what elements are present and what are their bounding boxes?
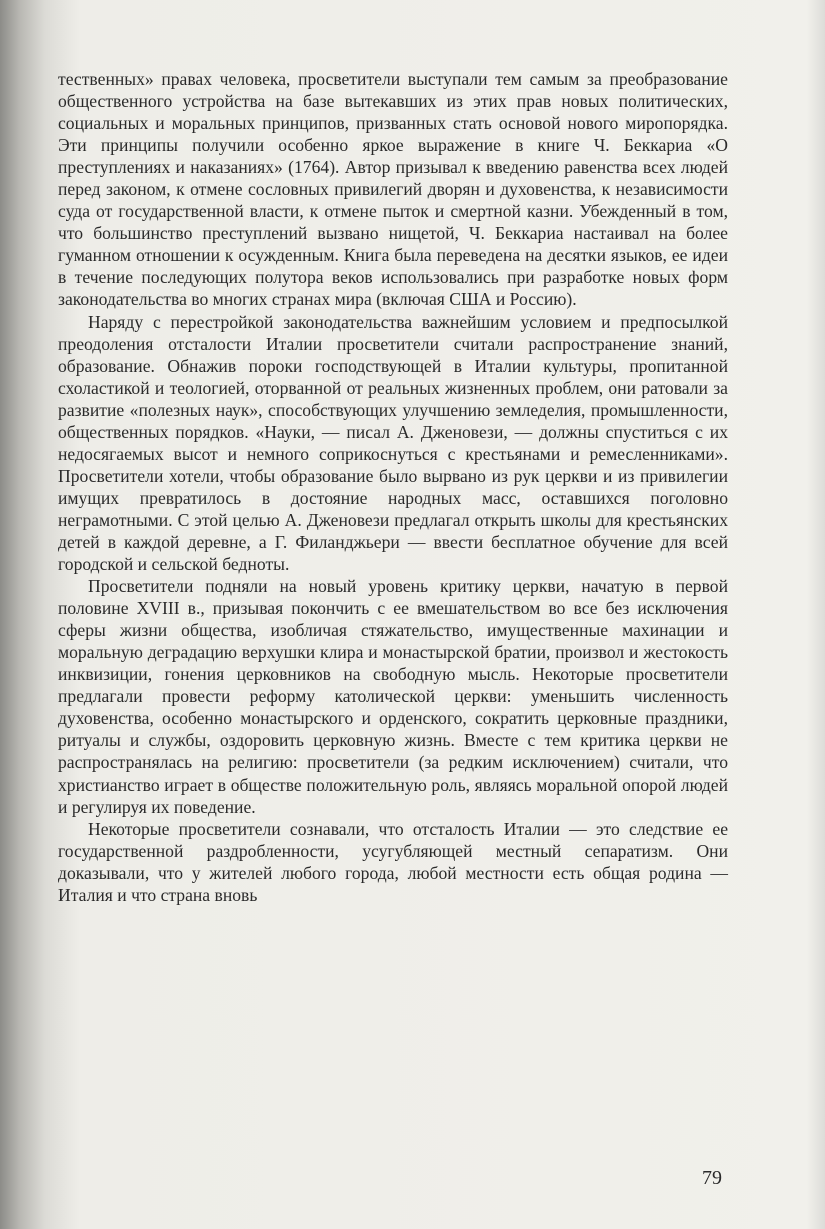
paragraph-3: Просветители подняли на новый уровень критику церкви, начатую в первой половине XVIII в., призывая покончить с ее вмешательством во все без исключения сферы жизни общества, изобличая стяжательство, имущественные махинации и моральную деградацию верхушки клира и монастырской братии, произвол и жестокость инквизиции, гонения церковников на свободную мысль. Некоторые просветители предлагали провести реформу католической церкви: уменьшить численность духовенства, особенно монастырского и орденского, сократить церковные праздники, ритуалы и службы, оздоровить церковную жизнь. Вместе с тем критика церкви не распространялась на религию: просветители (за редким исключением) считали, что христианство играет в обществе положительную роль, являясь моральной опорой людей и регулируя их поведение. — [58, 576, 728, 817]
paragraph-1: тественных» правах человека, просветители выступали тем самым за преобразование общественного устройства на базе вытекавших из этих прав новых политических, социальных и моральных принципов, призванных стать основой нового миропорядка. Эти принципы получили особенно яркое выражение в книге Ч. Беккариа «О преступлениях и наказаниях» (1764). Автор призывал к введению равенства всех людей перед законом, к отмене сословных привилегий дворян и духовенства, к независимости суда от государственной власти, к отмене пыток и смертной казни. Убежденный в том, что большинство преступлений вызвано нищетой, Ч. Беккариа настаивал на более гуманном отношении к осужденным. Книга была переведена на десятки языков, ее идеи в течение последующих полутора веков использовались при разработке новых форм законодательства во многих странах мира (включая США и Россию). — [58, 69, 728, 310]
page-edge-shadow — [807, 0, 825, 1229]
body-text — [58, 68, 728, 906]
paragraph-4: Некоторые просветители сознавали, что отсталость Италии — это следствие ее государственной раздробленности, усугубляющей местный сепаратизм. Они доказывали, что у жителей любого города, любой местности есть общая родина — Италия и что страна вновь — [58, 818, 728, 905]
paragraph-2: Наряду с перестройкой законодательства важнейшим условием и предпосылкой преодоления отсталости Италии просветители считали распространение знаний, образование. Обнажив пороки господствующей в Италии культуры, пропитанной схоластикой и теологией, оторванной от реальных жизненных проблем, они ратовали за развитие «полезных наук», способствующих улучшению земледелия, промышленности, общественных порядков. «Науки, — писал А. Дженовези, — должны спуститься с их недосягаемых высот и немного соприкоснуться с крестьянами и ремесленниками». Просветители хотели, чтобы образование было вырвано из рук церкви и из привилегии имущих превратилось в достояние народных масс, оставшихся поголовно неграмотными. С этой целью А. Дженовези предлагал открыть школы для крестьянских детей в каждой деревне, а Г. Филанджьери — ввести бесплатное обучение для всей городской и сельской бедноты. — [58, 311, 728, 575]
page-number: 79 — [702, 1167, 722, 1189]
